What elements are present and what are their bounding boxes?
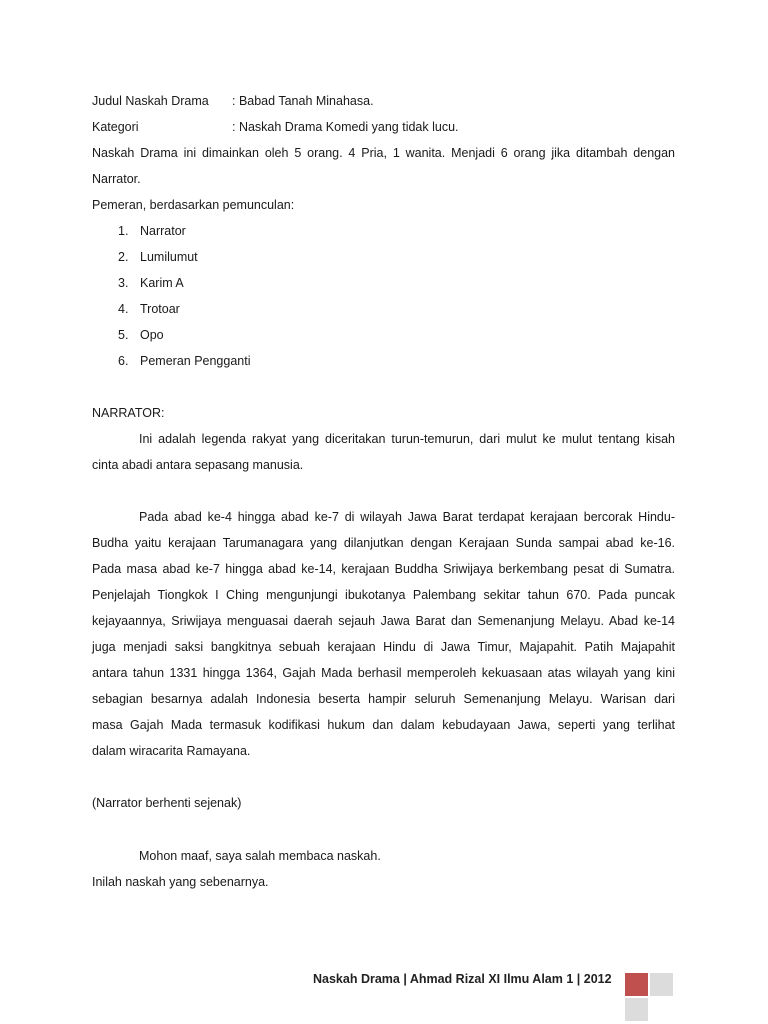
cast-item bbox=[92, 270, 675, 296]
cast-number: 6. bbox=[118, 354, 129, 368]
paragraph-line: juga menjadi saksi bangkitnya sebuah kerajaan Hindu di Jawa Timur, Majapahit. Patih Majapahit bbox=[92, 640, 675, 654]
footer-accent-square bbox=[625, 973, 648, 996]
cast-item bbox=[92, 244, 675, 270]
paragraph-line: Pada masa abad ke-7 hingga abad ke-14, kerajaan Buddha Sriwijaya berkembang pesat di Sumatra. bbox=[92, 562, 675, 576]
cast-name: Karim A bbox=[140, 276, 184, 290]
paragraph-line: Pada abad ke-4 hingga abad ke-7 di wilayah Jawa Barat terdapat kerajaan bercorak Hindu- bbox=[139, 510, 675, 524]
paragraph-line: Penjelajah Tiongkok I Ching mengunjungi ibukotanya Palembang sekitar tahun 670. Pada puncak bbox=[92, 588, 675, 602]
cast-number: 4. bbox=[118, 302, 129, 316]
cast-number: 2. bbox=[118, 250, 129, 264]
cast-name: Narrator bbox=[140, 224, 186, 238]
category-value: : Naskah Drama Komedi yang tidak lucu. bbox=[232, 120, 459, 134]
paragraph-line: Budha yaitu kerajaan Tarumanagara yang dilanjutkan dengan Kerajaan Sunda sampai abad ke-16. bbox=[92, 536, 675, 550]
cast-name: Trotoar bbox=[140, 302, 180, 316]
paragraph-line: sebagian besarnya adalah Indonesia beserta hampir seluruh Semenanjung Melayu. Warisan dari bbox=[92, 692, 675, 706]
cast-name: Pemeran Pengganti bbox=[140, 354, 251, 368]
cast-item bbox=[92, 322, 675, 348]
closing-line: Inilah naskah yang sebenarnya. bbox=[92, 875, 269, 889]
category-row bbox=[92, 114, 675, 140]
title-value: : Babad Tanah Minahasa. bbox=[232, 94, 374, 108]
paragraph-line: cinta abadi antara sepasang manusia. bbox=[92, 458, 304, 472]
page-footer: Naskah Drama | Ahmad Rizal XI Ilmu Alam 1 | 2012 bbox=[313, 972, 612, 986]
intro-line: Narrator. bbox=[92, 172, 141, 186]
paragraph-line: Ini adalah legenda rakyat yang diceritakan turun-temurun, dari mulut ke mulut tentang kisah bbox=[139, 432, 675, 446]
footer-gray-square bbox=[625, 998, 648, 1021]
speaker-label: NARRATOR: bbox=[92, 406, 165, 420]
cast-number: 1. bbox=[118, 224, 129, 238]
title-label: Judul Naskah Drama bbox=[92, 94, 209, 108]
cast-number: 5. bbox=[118, 328, 129, 342]
paragraph-line: antara tahun 1331 hingga 1364, Gajah Mada berhasil memperoleh kekuasaan atas wilayah yang kini bbox=[92, 666, 675, 680]
stage-direction: (Narrator berhenti sejenak) bbox=[92, 796, 242, 810]
cast-number: 3. bbox=[118, 276, 129, 290]
footer-gray-square bbox=[650, 973, 673, 996]
title-row bbox=[92, 88, 675, 114]
cast-heading: Pemeran, berdasarkan pemunculan: bbox=[92, 198, 295, 212]
paragraph-line: kejayaannya, Sriwijaya menguasai daerah sejauh Jawa Barat dan Semenanjung Melayu. Abad ke-14 bbox=[92, 614, 675, 628]
history-paragraph bbox=[92, 504, 675, 764]
cast-item bbox=[92, 218, 675, 244]
document-body bbox=[92, 88, 675, 895]
intro-line: Naskah Drama ini dimainkan oleh 5 orang. 4 Pria, 1 wanita. Menjadi 6 orang jika ditambah dengan bbox=[92, 146, 675, 160]
cast-item bbox=[92, 348, 675, 374]
category-label: Kategori bbox=[92, 120, 139, 134]
paragraph-line: masa Gajah Mada termasuk kodifikasi hukum dan dalam kebudayaan Jawa, seperti yang terlihat bbox=[92, 718, 675, 732]
cast-item bbox=[92, 296, 675, 322]
apology-line: Mohon maaf, saya salah membaca naskah. bbox=[139, 849, 381, 863]
cast-name: Opo bbox=[140, 328, 164, 342]
paragraph-line: dalam wiracarita Ramayana. bbox=[92, 744, 251, 758]
cast-name: Lumilumut bbox=[140, 250, 198, 264]
